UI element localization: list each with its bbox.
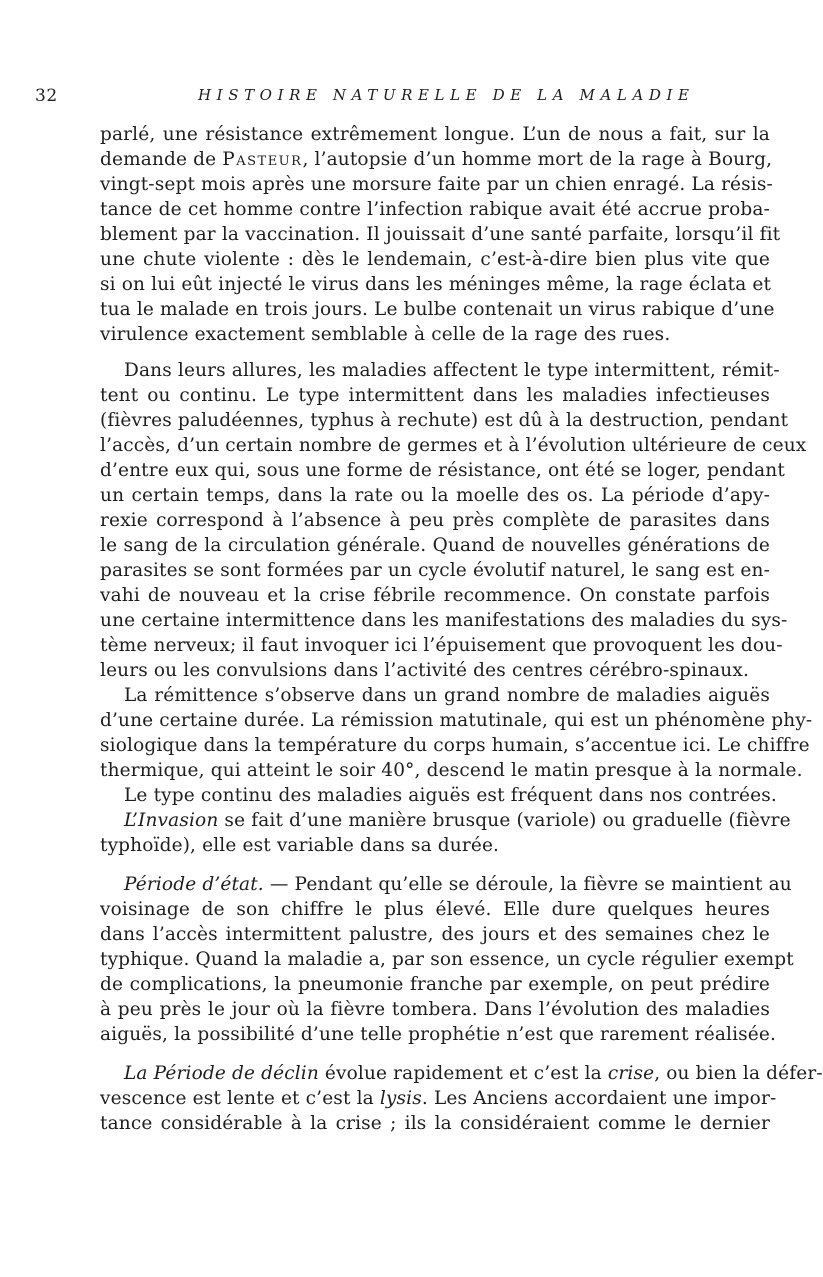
text-line: parlé, une résistance extrêmement longue. L’un de nous a fait, sur la [100, 124, 770, 145]
text-line: tent ou continu. Le type intermittent dans les maladies infectieuses [100, 385, 770, 406]
text-segment: évolue rapidement et c’est la [318, 1063, 608, 1084]
text-line: tance de cet homme contre l’infection rabique avait été accrue proba- [100, 199, 770, 220]
text-line [100, 872, 792, 897]
italic-term: crise [607, 1063, 655, 1084]
text-line: vingt-sept mois après une morsure faite par un chien enragé. La résis- [100, 174, 773, 195]
page-number: 32 [35, 86, 58, 106]
text-line: aiguës, la possibilité d’une telle prophétie n’est que rarement réalisée. [100, 1024, 777, 1045]
text-line: siologique dans la température du corps humain, s’accentue ici. Le chiffre [100, 735, 810, 756]
paragraph-3 [100, 683, 813, 808]
text-segment: se fait d’une manière brusque (variole) ou graduelle (fièvre [218, 810, 791, 831]
text-line [100, 1086, 777, 1111]
text-line: voisinage de son chiffre le plus élevé. Elle dure quelques heures [100, 899, 770, 920]
text-line: rexie correspond à l’absence à peu près complète de parasites dans [100, 510, 770, 531]
text-line: à peu près le jour où la fièvre tombera. Dans l’évolution des maladies [100, 999, 770, 1020]
paragraph-2 [100, 358, 807, 683]
text-line: parasites se sont formées par un cycle évolutif naturel, le sang est en- [100, 560, 770, 581]
paragraph-6 [100, 1061, 823, 1136]
text-segment: . Les Anciens accordaient une impor- [421, 1088, 777, 1109]
running-title: HISTOIRE NATURELLE DE LA MALADIE [198, 86, 695, 104]
text-line: typhoïde), elle est variable dans sa durée. [100, 835, 500, 856]
text-line: Le type continu des maladies aiguës est fréquent dans nos contrées. [124, 785, 777, 806]
text-line: vahi de nouveau et la crise fébrile recommence. On constate parfois [100, 585, 770, 606]
italic-term: L’Invasion [124, 810, 219, 831]
italic-term: La Période de déclin [124, 1063, 319, 1084]
paragraph-4 [100, 808, 791, 858]
text-line: thermique, qui atteint le soir 40°, descend le matin presque à la normale. [100, 760, 803, 781]
text-line: d’une certaine durée. La rémission matutinale, qui est un phénomène phy- [100, 710, 813, 731]
text-line: une certaine intermittence dans les manifestations des maladies du sys- [100, 610, 788, 631]
text-line [100, 147, 773, 172]
text-line [100, 808, 791, 833]
text-line: blement par la vaccination. Il jouissait d’une santé parfaite, lorsqu’il fit [100, 224, 781, 245]
text-line: leurs ou les convulsions dans l’activité des centres cérébro-spinaux. [100, 660, 749, 681]
paragraph-5 [100, 872, 794, 1047]
text-segment: vescence est lente et c’est la [100, 1088, 380, 1109]
text-line: un certain temps, dans la rate ou la moelle des os. La période d’apy- [100, 485, 770, 506]
italic-term: lysis [379, 1088, 422, 1109]
text-line [100, 1061, 823, 1086]
text-line: le sang de la circulation générale. Quand de nouvelles générations de [100, 535, 770, 556]
text-line: si on lui eût injecté le virus dans les méninges même, la rage éclata et [100, 274, 772, 295]
text-line: typhique. Quand la maladie a, par son essence, un cycle régulier exempt [100, 949, 794, 970]
text-segment: , ou bien la défer- [654, 1063, 823, 1084]
text-line: tua le malade en trois jours. Le bulbe contenait un virus rabique d’une [100, 299, 775, 320]
paragraph-1 [100, 122, 781, 347]
text-line: La rémittence s’observe dans un grand nombre de maladies aiguës [124, 685, 770, 706]
text-line: d’entre eux qui, sous une forme de résistance, ont été se loger, pendant [100, 460, 785, 481]
text-line: tance considérable à la crise ; ils la considéraient comme le dernier [100, 1113, 770, 1134]
text-line: (fièvres paludéennes, typhus à rechute) est dû à la destruction, pendant [100, 410, 789, 431]
text-line: l’accès, d’un certain nombre de germes et à l’évolution ultérieure de ceux [100, 435, 807, 456]
text-line: dans l’accès intermittent palustre, des jours et des semaines chez le [100, 924, 770, 945]
text-line: tème nerveux; il faut invoquer ici l’épuisement que provoquent les dou- [100, 635, 783, 656]
text-segment: — Pendant qu’elle se déroule, la fièvre se maintient au [263, 874, 792, 895]
author-name: Pasteur [222, 149, 303, 170]
text-line: de complications, la pneumonie franche par exemple, on peut prédire [100, 974, 770, 995]
text-line: Dans leurs allures, les maladies affectent le type intermittent, rémit- [124, 360, 780, 381]
body-text [100, 122, 823, 1136]
text-line: une chute violente : dès le lendemain, c’est-à-dire bien plus vite que [100, 249, 770, 270]
page-header [0, 0, 801, 40]
italic-term: Période d’état. [124, 874, 264, 895]
text-segment: , l’autopsie d’un homme mort de la rage à Bourg, [302, 149, 773, 170]
text-segment: demande de [100, 149, 217, 170]
text-line: virulence exactement semblable à celle de la rage des rues. [100, 324, 671, 345]
